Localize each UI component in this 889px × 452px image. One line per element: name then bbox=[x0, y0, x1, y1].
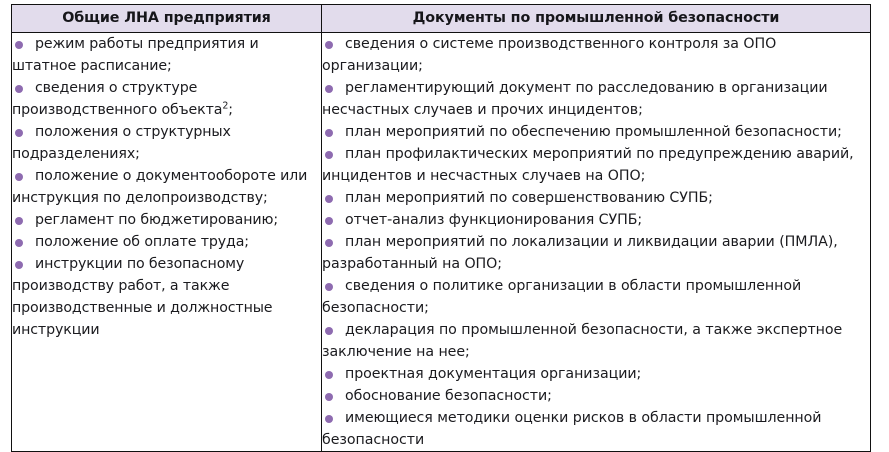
footnote-marker: 2 bbox=[222, 100, 229, 112]
list-item bbox=[322, 407, 870, 451]
bullet-dot-icon bbox=[15, 239, 23, 247]
bullet-dot-icon bbox=[15, 41, 23, 49]
bullet-dot-icon bbox=[15, 261, 23, 269]
list-item-label: имеющиеся методики оценки рисков в области промышленной безопасности bbox=[322, 410, 822, 448]
bullet-dot-icon bbox=[325, 195, 333, 203]
table-header-row-group bbox=[12, 5, 871, 33]
list-item-label: режим работы предприятия и штатное расписание; bbox=[12, 36, 259, 74]
list-item bbox=[322, 121, 870, 143]
list-item-label: положения о структурных подразделениях; bbox=[12, 124, 231, 162]
list-item-label: инструкции по безопасному производству работ, а также производственные и должностные инструкции bbox=[12, 256, 273, 338]
list-item bbox=[12, 253, 321, 341]
list-item bbox=[12, 121, 321, 165]
bullet-dot-icon bbox=[325, 85, 333, 93]
bullet-dot-icon bbox=[325, 217, 333, 225]
list-item-label-tail: ; bbox=[228, 102, 233, 118]
list-item-label: план мероприятий по обеспечению промышленной безопасности; bbox=[345, 124, 842, 140]
bullet-dot-icon bbox=[325, 415, 333, 423]
list-item bbox=[322, 187, 870, 209]
list-item-label: сведения о политике организации в области промышленной безопасности; bbox=[322, 278, 802, 316]
column-header-industrial-safety-docs: Документы по промышленной безопасности bbox=[322, 5, 871, 33]
cell-industrial-safety-docs bbox=[322, 33, 871, 452]
bullet-dot-icon bbox=[325, 393, 333, 401]
list-item bbox=[12, 165, 321, 209]
list-item bbox=[12, 231, 321, 253]
list-item bbox=[322, 143, 870, 187]
list-item-label: обоснование безопасности; bbox=[345, 388, 552, 404]
list-item-label: сведения о структуре производственного объекта bbox=[12, 80, 223, 118]
documents-comparison-table bbox=[11, 4, 871, 452]
bullet-dot-icon bbox=[15, 129, 23, 137]
table-header-row bbox=[12, 5, 871, 33]
table-body bbox=[12, 33, 871, 452]
list-item-label: положение об оплате труда; bbox=[35, 234, 249, 250]
list-item-label: сведения о системе производственного контроля за ОПО организации; bbox=[322, 36, 777, 74]
list-item-label: план мероприятий по совершенствованию СУПБ; bbox=[345, 190, 713, 206]
list-item bbox=[322, 363, 870, 385]
bullet-dot-icon bbox=[325, 327, 333, 335]
bullet-dot-icon bbox=[325, 41, 333, 49]
comparison-table-container bbox=[11, 4, 871, 448]
list-item bbox=[322, 209, 870, 231]
column-header-general-lna: Общие ЛНА предприятия bbox=[12, 5, 322, 33]
bullet-dot-icon bbox=[325, 371, 333, 379]
list-item bbox=[322, 319, 870, 363]
list-item-label: проектная документация организации; bbox=[345, 366, 642, 382]
list-item bbox=[322, 77, 870, 121]
general-lna-list bbox=[12, 33, 321, 341]
list-item bbox=[322, 385, 870, 407]
table-row bbox=[12, 33, 871, 452]
list-item-label: регламент по бюджетированию; bbox=[35, 212, 278, 228]
list-item bbox=[322, 275, 870, 319]
bullet-dot-icon bbox=[325, 129, 333, 137]
list-item bbox=[12, 33, 321, 77]
list-item bbox=[322, 231, 870, 275]
bullet-dot-icon bbox=[325, 239, 333, 247]
cell-general-lna bbox=[12, 33, 322, 452]
list-item-label: план мероприятий по локализации и ликвидации аварии (ПМЛА), разработанный на ОПО; bbox=[322, 234, 838, 272]
bullet-dot-icon bbox=[15, 173, 23, 181]
list-item bbox=[12, 209, 321, 231]
industrial-safety-docs-list bbox=[322, 33, 870, 451]
list-item-label: декларация по промышленной безопасности, а также экспертное заключение на нее; bbox=[322, 322, 843, 360]
list-item bbox=[12, 77, 321, 121]
bullet-dot-icon bbox=[15, 217, 23, 225]
bullet-dot-icon bbox=[15, 85, 23, 93]
bullet-dot-icon bbox=[325, 151, 333, 159]
list-item-label: регламентирующий документ по расследованию в организации несчастных случаев и прочих инцидентов; bbox=[322, 80, 828, 118]
bullet-dot-icon bbox=[325, 283, 333, 291]
list-item-label: положение о документообороте или инструкция по делопроизводству; bbox=[12, 168, 308, 206]
list-item-label: план профилактических мероприятий по предупреждению аварий, инцидентов и несчастных случаев на ОПО; bbox=[322, 146, 854, 184]
list-item bbox=[322, 33, 870, 77]
list-item-label: отчет-анализ функционирования СУПБ; bbox=[345, 212, 643, 228]
